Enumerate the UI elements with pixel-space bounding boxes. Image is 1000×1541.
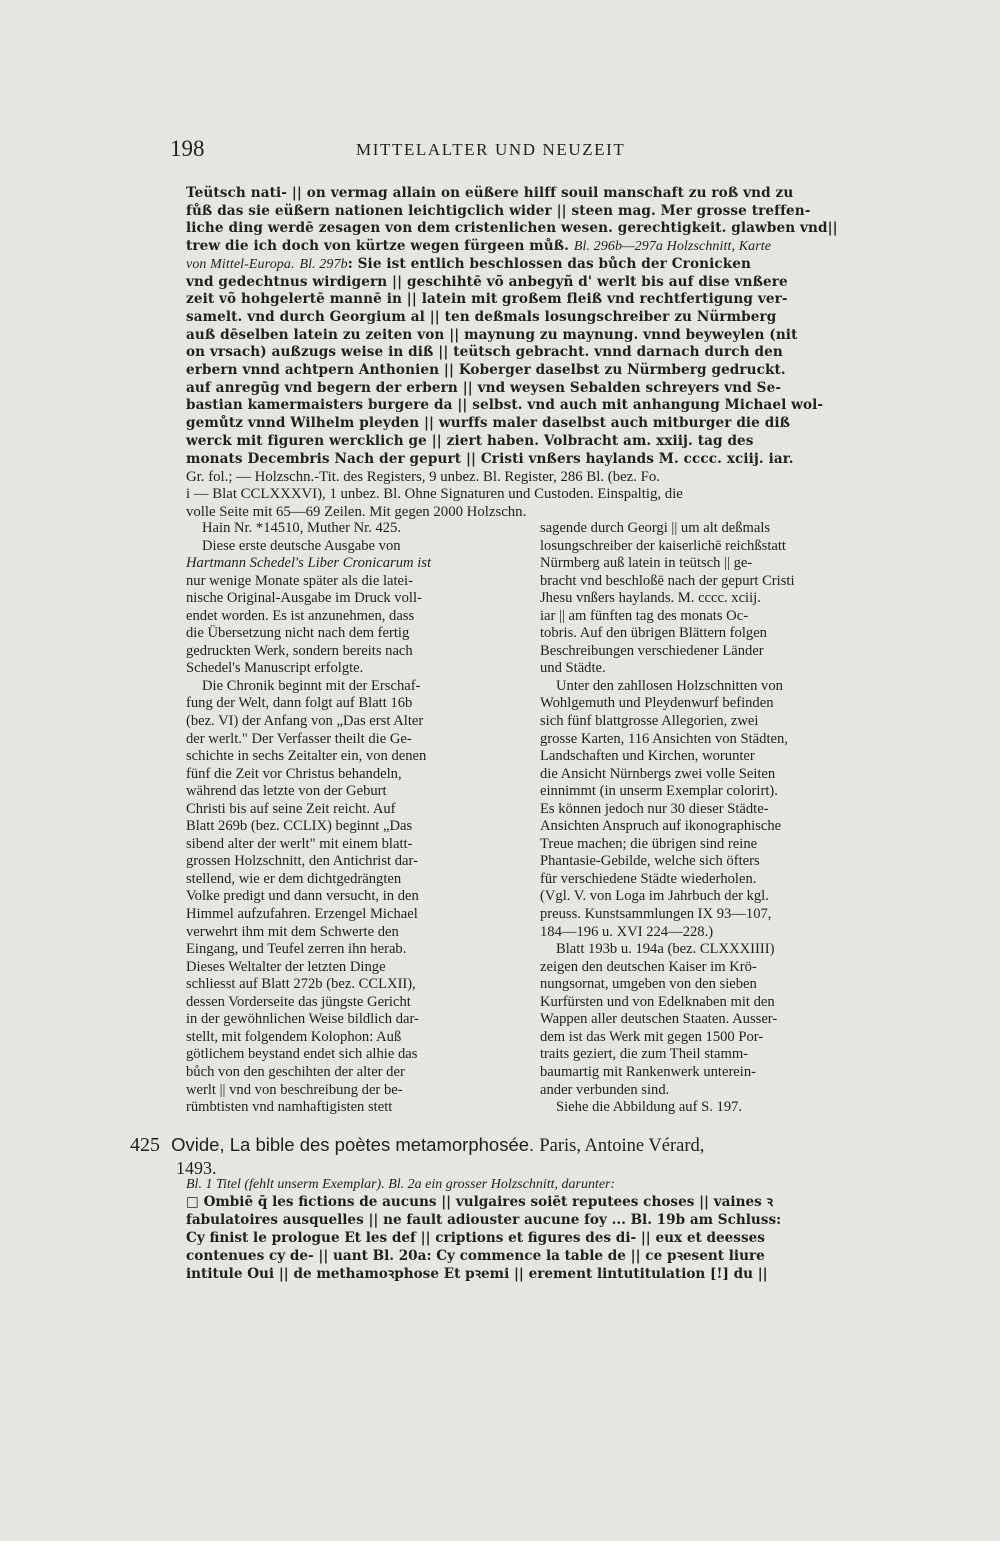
col-line: ander verbunden sind.	[540, 1081, 670, 1098]
bl-line: auf anregūg vnd begern der erbern || vnd weysen Sebalden schreyers vnd Se-	[186, 379, 782, 396]
bl-line: vnd gedechtnus wirdigern || geschihtē võ anbegyñ d' werlt bis auf dise vnßere	[186, 273, 788, 290]
bl-line: zeit võ hohgelertē mannē in || latein mit großem fleiß vnd rechtfertigung ver-	[186, 291, 788, 308]
bl-297-ref: Bl. 297b	[299, 256, 348, 272]
col-line: Phantasie-Gebilde, welche sich öfters	[540, 853, 760, 870]
col-line: während das letzte von der Geburt	[186, 783, 387, 800]
col-line: baumartig mit Rankenwerk unterein-	[540, 1063, 756, 1080]
col-line: bracht vnd beschloßē nach der gepurt Cristi	[540, 572, 795, 589]
bl-line: trew die ich doch von kürtze wegen fürgeen můß. Bl. 296b—297a Holzschnitt, Karte	[186, 238, 772, 255]
bl-line: samelt. vnd durch Georgium al || ten deßmals losungschreiber zu Nürmberg	[186, 308, 777, 325]
col-line: einnimmt (in unserm Exemplar colorirt).	[540, 783, 778, 800]
col-line: Christi bis auf seine Zeit reicht. Auf	[186, 800, 396, 817]
col-line: werlt || vnd von beschreibung der be-	[186, 1081, 403, 1098]
desc-line: i — Blat CCLXXXVI), 1 unbez. Bl. Ohne Signaturen und Custoden. Einspaltig, die	[186, 486, 683, 503]
col-line: Eingang, und Teufel zerren ihn herab.	[186, 941, 407, 958]
bl-line: von Mittel-Europa. Bl. 297b: Sie ist entlich beschlossen das bůch der Cronicken	[186, 255, 751, 272]
col-line: zeigen den deutschen Kaiser im Krö-	[540, 958, 757, 975]
catalog-entry-425	[130, 1134, 850, 1179]
col-line: fünf die Zeit vor Christus behandeln,	[186, 765, 402, 782]
col-line: die Ansicht Nürnbergs zwei volle Seiten	[540, 765, 776, 782]
page-number: 198	[170, 136, 205, 161]
col-line: Wappen aller deutschen Staaten. Ausser-	[540, 1011, 778, 1028]
bibliographic-description	[186, 469, 846, 521]
col-line: Ansichten Anspruch auf ikonographische	[540, 818, 782, 835]
col-line: fung der Welt, dann folgt auf Blatt 16b	[186, 695, 413, 712]
entry-title: Ovide, La bible des poètes metamorphosée.	[171, 1134, 535, 1155]
col-line: für verschiedene Städte wiederholen.	[540, 870, 757, 887]
col-line: Hartmann Schedel's Liber Cronicarum ist	[186, 555, 431, 572]
col-line: Kurfürsten und von Edelknaben mit den	[540, 993, 775, 1010]
col-line: Himmel aufzufahren. Erzengel Michael	[186, 906, 418, 923]
col-line: Es können jedoch nur 30 dieser Städte-	[540, 800, 769, 817]
col-line: Diese erste deutsche Ausgabe von	[202, 537, 401, 554]
bl-line: liche ding werdē zesagen von dem cristenlichen wesen. gerechtigkeit. glawben vnd||	[186, 220, 838, 237]
col-line: nur wenige Monate später als die latei-	[186, 572, 413, 589]
col-line: Dieses Weltalter der letzten Dinge	[186, 958, 386, 975]
col-line: tobris. Auf den übrigen Blättern folgen	[540, 625, 767, 642]
bl-line: erbern vnnd achtpern Anthonien || Koberger daselbst zu Nürmberg gedruckt.	[186, 362, 786, 379]
col-line: dem ist das Werk mit gegen 1500 Por-	[540, 1028, 764, 1045]
col-line: Siehe die Abbildung auf S. 197.	[556, 1099, 743, 1116]
entry-line: Bl. 1 Titel (fehlt unserm Exemplar). Bl. 2a ein grosser Holzschnitt, darunter:	[186, 1177, 616, 1192]
col-line: Jhesu vnßers haylands. M. cccc. xciij.	[540, 590, 761, 607]
entry-line: □ Ombiē q̄ les fictions de aucuns || vulgaires soiēt reputees choses || vaines ꝛ	[186, 1193, 773, 1210]
col-line: der werlt." Der Verfasser theilt die Ge-	[186, 730, 412, 747]
col-line: Nürmberg auß latein in teütsch || ge-	[540, 555, 753, 572]
col-line: sibend alter der werlt" mit einem blatt-	[186, 835, 413, 852]
entry-description	[186, 1176, 846, 1283]
col-line: grossen Holzschnitt, den Antichrist dar-	[186, 853, 418, 870]
col-line: Schedel's Manuscript erfolgte.	[186, 660, 364, 677]
bl-line: on vrsach) außzugs weise in diß || teütsch gebracht. vnnd darnach durch den	[186, 344, 783, 361]
col-line: Blatt 269b (bez. CCLIX) beginnt „Das	[186, 818, 413, 835]
entry-line: fabulatoires ausquelles || ne fault adiouster aucune foy ... Bl. 19b am Schluss:	[186, 1211, 782, 1228]
col-line: nische Original-Ausgabe im Druck voll-	[186, 590, 422, 607]
col-line: stellt, mit folgendem Kolophon: Auß	[186, 1028, 402, 1045]
col-line: Treue machen; die übrigen sind reine	[540, 835, 758, 852]
col-line: Hain Nr. *14510, Muther Nr. 425.	[202, 520, 402, 536]
entry-line: contenues cy de- || uant Bl. 20a: Cy commence la table de || ce pꝛesent liure	[186, 1247, 765, 1264]
running-head: MITTELALTER UND NEUZEIT	[356, 140, 626, 159]
col-line: in der gewöhnlichen Weise bildlich dar-	[186, 1011, 419, 1028]
col-line: schliesst auf Blatt 272b (bez. CCLXII),	[186, 976, 416, 993]
entry-year: 1493.	[176, 1158, 217, 1178]
entry-line: intitule Oui || de methamoꝛphose Et pꝛemi || erement lintutitulation [!] du ||	[186, 1265, 768, 1282]
col-line: Unter den zahllosen Holzschnitten von	[556, 677, 783, 694]
col-line: endet worden. Es ist anzunehmen, dass	[186, 607, 415, 624]
col-line: bůch von den geschihten der alter der	[186, 1063, 405, 1080]
bl-line: Teütsch nati- || on vermag allain on eüßere hilff souil manschaft zu roß vnd zu	[186, 185, 794, 201]
col-line: (bez. VI) der Anfang von „Das erst Alter	[186, 713, 424, 730]
col-line: verwehrt ihm mit dem Schwerte den	[186, 923, 399, 940]
col-line: schichte in sechs Zeitalter ein, von denen	[186, 748, 427, 765]
right-column	[540, 520, 860, 1117]
bl-line: gemůtz vnnd Wilhelm pleyden || wurffs maler daselbst auch mitburger die diß	[186, 415, 791, 432]
bl-line: fůß das sie eüßern nationen leichtigclich wider || steen mag. Mer grosse treffen-	[186, 202, 811, 219]
entry-imprint: Paris, Antoine Vérard,	[539, 1136, 705, 1156]
desc-line: volle Seite mit 65—69 Zeilen. Mit gegen 2000 Holzschn.	[186, 503, 527, 520]
col-line: Blatt 193b u. 194a (bez. CLXXXIIII)	[556, 941, 775, 958]
col-line: Die Chronik beginnt mit der Erschaf-	[202, 677, 421, 694]
col-line: 184—196 u. XVI 224—228.)	[540, 923, 714, 940]
col-line: Landschaften und Kirchen, worunter	[540, 748, 755, 765]
bl-line: auß dēselben latein zu zeiten von || maynung zu maynung. vnnd beyweylen (nit	[186, 326, 798, 343]
col-line: die Übersetzung nicht nach dem fertig	[186, 625, 410, 642]
col-line: Beschreibungen verschiedener Länder	[540, 642, 764, 659]
col-line: rümbtisten vnd namhaftigisten stett	[186, 1099, 393, 1116]
entry-number: 425	[130, 1134, 160, 1156]
bl-line: bastian kamermaisters burgere da || selbst. vnd auch mit anhangung Michael wol-	[186, 397, 824, 414]
bl-line: monats Decembris Nach der gepurt || Cristi vnßers haylands M. cccc. xciij. iar.	[186, 450, 794, 467]
col-line: sagende durch Georgi || um alt deßmals	[540, 520, 771, 536]
col-line: götlichem beystand endet sich alhie das	[186, 1046, 418, 1063]
col-line: stellend, wie er dem dichtgedrängten	[186, 870, 402, 887]
bl-line: werck mit figuren wercklich ge || ziert haben. Volbracht am. xxiij. tag des	[186, 432, 754, 449]
col-line: dessen Vorderseite das jüngste Gericht	[186, 993, 411, 1010]
desc-line: Gr. fol.; — Holzschn.-Tit. des Registers, 9 unbez. Bl. Register, 286 Bl. (bez. Fo.	[186, 469, 660, 485]
col-line: Volke predigt und dann versucht, in den	[186, 888, 419, 905]
col-line: preuss. Kunstsammlungen IX 93—107,	[540, 906, 772, 923]
col-line: gedruckten Werk, sondern bereits nach	[186, 642, 413, 659]
col-line: nungsornat, umgeben von den sieben	[540, 976, 757, 993]
entry-line: Cy finist le prologue Et les def || criptions et figures des di- || eux et deesses	[186, 1229, 765, 1246]
bl-296-ref: Bl. 296b—297a Holzschnitt, Karte	[573, 239, 772, 255]
left-column	[186, 520, 506, 1117]
col-line: und Städte.	[540, 660, 606, 677]
col-line: (Vgl. V. von Loga im Jahrbuch der kgl.	[540, 888, 769, 905]
col-line: Wohlgemuth und Pleydenwurf befinden	[540, 695, 774, 712]
col-line: traits geziert, die zum Theil stamm-	[540, 1046, 749, 1063]
entry-heading	[130, 1134, 850, 1157]
col-line: iar || am fünften tag des monats Oc-	[540, 607, 749, 624]
col-line: losungschreiber der kaiserlichē reichßstatt	[540, 537, 786, 554]
blackletter-colophon	[186, 185, 846, 468]
page-header	[170, 136, 870, 166]
col-line: sich fünf blattgrosse Allegorien, zwei	[540, 713, 759, 730]
col-line: grosse Karten, 116 Ansichten von Städten,	[540, 730, 788, 747]
